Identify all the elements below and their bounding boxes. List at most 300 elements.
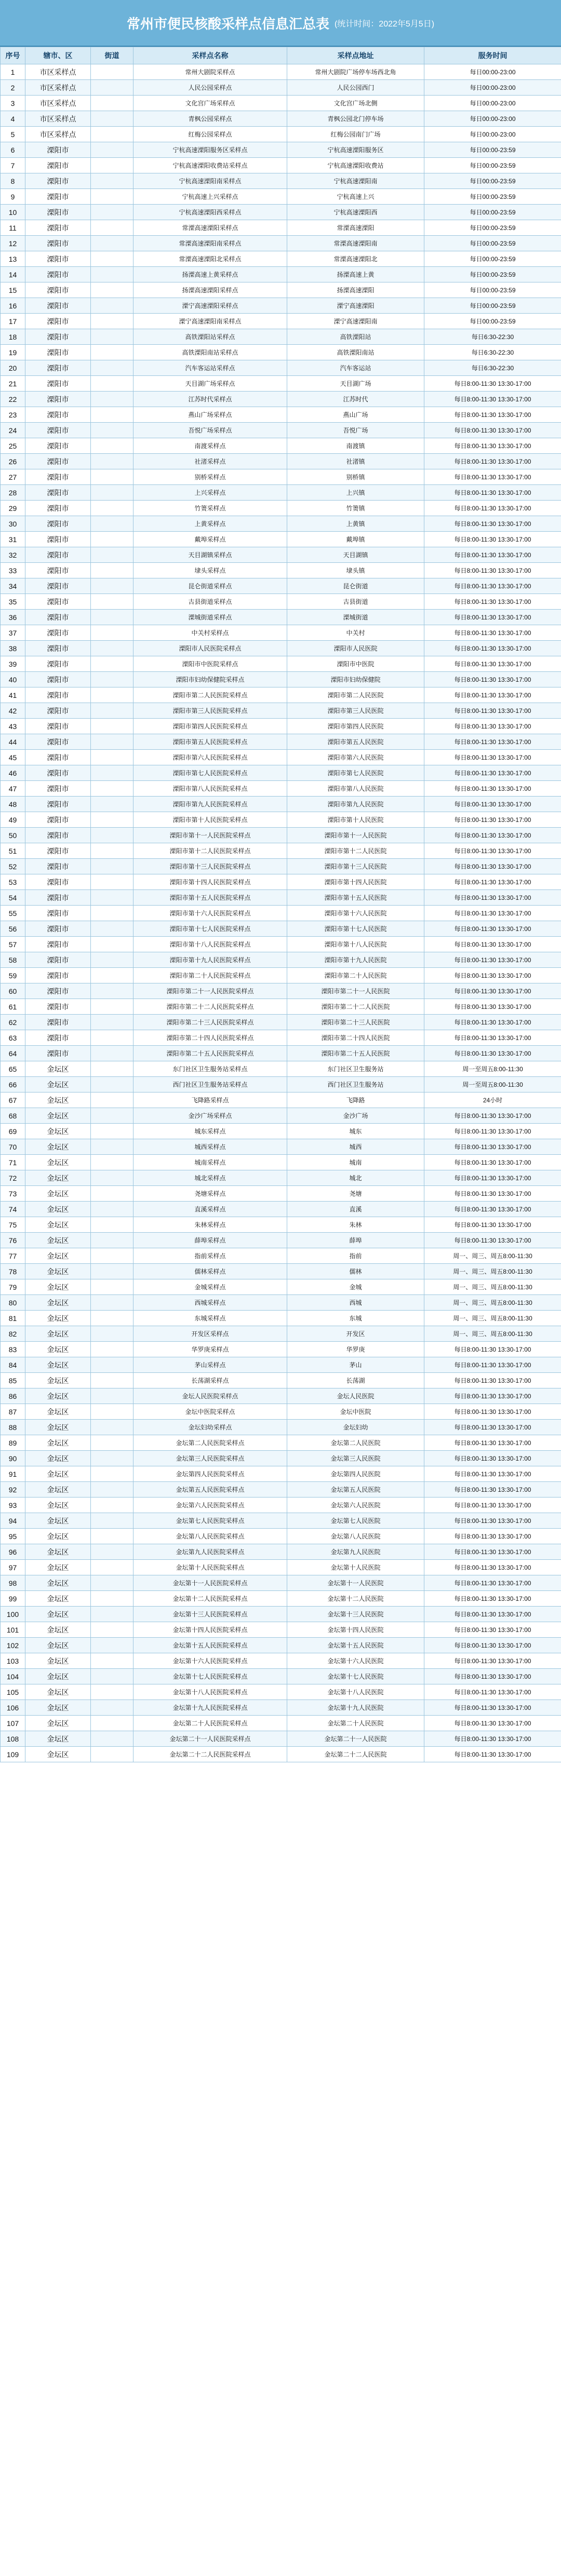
- cell-service-hours: 每日8:00-11:30 13:30-17:00: [424, 1482, 561, 1498]
- cell-site-address: 溧阳市第十二人民医院: [287, 843, 424, 859]
- cell-service-hours: 每日8:00-11:30 13:30-17:00: [424, 1466, 561, 1482]
- cell-service-hours: 每日8:00-11:30 13:30-17:00: [424, 1513, 561, 1529]
- cell-service-hours: 每日8:00-11:30 13:30-17:00: [424, 921, 561, 937]
- cell-site-address: 西城: [287, 1295, 424, 1311]
- cell-index: 38: [1, 641, 25, 656]
- cell-site-address: 金坛第六人民医院: [287, 1498, 424, 1513]
- column-header-district: 辖市、区: [25, 47, 91, 64]
- cell-service-hours: 每日8:00-11:30 13:30-17:00: [424, 625, 561, 641]
- cell-site-name: 溧阳市第二十人民医院采样点: [133, 968, 287, 983]
- table-row: [1, 859, 561, 874]
- cell-service-hours: 每日8:00-11:30 13:30-17:00: [424, 1700, 561, 1716]
- cell-service-hours: 周一、周三、周五8:00-11:30: [424, 1311, 561, 1326]
- cell-site-name: 宁杭高速溧阳南采样点: [133, 173, 287, 189]
- cell-street: [91, 158, 133, 173]
- cell-street: [91, 1669, 133, 1684]
- cell-district: 溧阳市: [25, 625, 91, 641]
- cell-site-name: 常溧高速溧阳采样点: [133, 220, 287, 236]
- cell-district: 溧阳市: [25, 438, 91, 454]
- cell-site-address: 长荡湖: [287, 1373, 424, 1388]
- cell-site-name: 指前采样点: [133, 1248, 287, 1264]
- cell-street: [91, 1373, 133, 1388]
- cell-street: [91, 454, 133, 469]
- table-row: [1, 1560, 561, 1575]
- cell-district: 溧阳市: [25, 360, 91, 376]
- table-row: [1, 765, 561, 781]
- cell-district: 金坛区: [25, 1388, 91, 1404]
- cell-site-name: 溧阳市第五人民医院采样点: [133, 734, 287, 750]
- table-row: [1, 485, 561, 501]
- cell-service-hours: 每日8:00-11:30 13:30-17:00: [424, 843, 561, 859]
- table-row: [1, 1731, 561, 1747]
- cell-site-address: 上黄镇: [287, 516, 424, 532]
- cell-street: [91, 173, 133, 189]
- cell-site-address: 城西: [287, 1139, 424, 1155]
- cell-site-name: 溧阳市第十六人民医院采样点: [133, 906, 287, 921]
- cell-service-hours: 每日8:00-11:30 13:30-17:00: [424, 1653, 561, 1669]
- cell-service-hours: 每日8:00-11:30 13:30-17:00: [424, 672, 561, 687]
- cell-site-address: 吾悦广场: [287, 423, 424, 438]
- cell-site-name: 金坛第二人民医院采样点: [133, 1435, 287, 1451]
- cell-index: 107: [1, 1716, 25, 1731]
- cell-street: [91, 376, 133, 392]
- table-row: [1, 703, 561, 719]
- table-row: [1, 1264, 561, 1279]
- cell-site-address: 溧阳市第十九人民医院: [287, 952, 424, 968]
- cell-site-address: 金坛第十三人民医院: [287, 1607, 424, 1622]
- table-header: [1, 47, 561, 64]
- cell-index: 100: [1, 1607, 25, 1622]
- cell-site-address: 埭头镇: [287, 563, 424, 578]
- cell-district: 溧阳市: [25, 750, 91, 765]
- cell-site-name: 溧阳市第二十三人民医院采样点: [133, 1015, 287, 1030]
- cell-street: [91, 80, 133, 96]
- cell-service-hours: 每日8:00-11:30 13:30-17:00: [424, 1186, 561, 1202]
- cell-service-hours: 每日8:00-11:30 13:30-17:00: [424, 563, 561, 578]
- cell-service-hours: 每日8:00-11:30 13:30-17:00: [424, 532, 561, 547]
- cell-site-address: 溧阳市妇幼保健院: [287, 672, 424, 687]
- cell-service-hours: 每日8:00-11:30 13:30-17:00: [424, 454, 561, 469]
- cell-site-name: 金坛第四人民医院采样点: [133, 1466, 287, 1482]
- cell-street: [91, 1435, 133, 1451]
- cell-service-hours: 每日8:00-11:30 13:30-17:00: [424, 485, 561, 501]
- table-row: [1, 719, 561, 734]
- cell-street: [91, 797, 133, 812]
- table-row: [1, 423, 561, 438]
- cell-service-hours: 每日8:00-11:30 13:30-17:00: [424, 937, 561, 952]
- cell-site-address: 常溧高速溧阳北: [287, 251, 424, 267]
- cell-district: 溧阳市: [25, 734, 91, 750]
- cell-site-name: 溧阳市第七人民医院采样点: [133, 765, 287, 781]
- cell-index: 17: [1, 314, 25, 329]
- cell-site-address: 宁杭高速上兴: [287, 189, 424, 205]
- cell-site-name: 金坛第五人民医院采样点: [133, 1482, 287, 1498]
- cell-site-name: 常溧高速溧阳北采样点: [133, 251, 287, 267]
- table-row: [1, 1513, 561, 1529]
- cell-index: 46: [1, 765, 25, 781]
- cell-district: 金坛区: [25, 1498, 91, 1513]
- cell-district: 溧阳市: [25, 423, 91, 438]
- cell-district: 金坛区: [25, 1591, 91, 1607]
- cell-service-hours: 每日8:00-11:30 13:30-17:00: [424, 641, 561, 656]
- cell-street: [91, 1202, 133, 1217]
- cell-service-hours: 每日8:00-11:30 13:30-17:00: [424, 765, 561, 781]
- cell-district: 市区采样点: [25, 80, 91, 96]
- cell-index: 76: [1, 1233, 25, 1248]
- cell-site-address: 金坛第十二人民医院: [287, 1591, 424, 1607]
- cell-site-address: 天目湖广场: [287, 376, 424, 392]
- cell-site-address: 指前: [287, 1248, 424, 1264]
- cell-site-name: 溧阳市第二十五人民医院采样点: [133, 1046, 287, 1061]
- cell-index: 65: [1, 1061, 25, 1077]
- cell-site-address: 金坛妇幼: [287, 1420, 424, 1435]
- cell-district: 金坛区: [25, 1544, 91, 1560]
- cell-service-hours: 每日8:00-11:30 13:30-17:00: [424, 1046, 561, 1061]
- cell-index: 104: [1, 1669, 25, 1684]
- cell-service-hours: 每日8:00-11:30 13:30-17:00: [424, 1217, 561, 1233]
- cell-site-address: 天目湖镇: [287, 547, 424, 563]
- cell-index: 7: [1, 158, 25, 173]
- cell-site-address: 溧阳市第四人民医院: [287, 719, 424, 734]
- cell-index: 47: [1, 781, 25, 797]
- cell-site-name: 南渡采样点: [133, 438, 287, 454]
- table-row: [1, 812, 561, 828]
- table-header-row: [1, 47, 561, 64]
- cell-site-name: 溧阳市第二十四人民医院采样点: [133, 1030, 287, 1046]
- cell-site-address: 溧阳市中医院: [287, 656, 424, 672]
- table-row: [1, 1716, 561, 1731]
- cell-site-address: 宁杭高速溧阳收费站: [287, 158, 424, 173]
- cell-index: 61: [1, 999, 25, 1015]
- cell-district: 溧阳市: [25, 205, 91, 220]
- cell-site-address: 金坛第十四人民医院: [287, 1622, 424, 1638]
- cell-index: 55: [1, 906, 25, 921]
- cell-index: 73: [1, 1186, 25, 1202]
- cell-site-address: 飞降路: [287, 1093, 424, 1108]
- cell-service-hours: 每日8:00-11:30 13:30-17:00: [424, 547, 561, 563]
- cell-street: [91, 1388, 133, 1404]
- cell-service-hours: 每日8:00-11:30 13:30-17:00: [424, 1684, 561, 1700]
- cell-index: 84: [1, 1357, 25, 1373]
- cell-service-hours: 每日8:00-11:30 13:30-17:00: [424, 1544, 561, 1560]
- cell-site-address: 溧阳市第十人民医院: [287, 812, 424, 828]
- cell-site-name: 金坛第九人民医院采样点: [133, 1544, 287, 1560]
- column-header-index: 序号: [1, 47, 25, 64]
- table-row: [1, 1529, 561, 1544]
- cell-district: 金坛区: [25, 1326, 91, 1342]
- table-row: [1, 376, 561, 392]
- cell-index: 83: [1, 1342, 25, 1357]
- cell-site-name: 东门社区卫生服务站采样点: [133, 1061, 287, 1077]
- cell-street: [91, 1716, 133, 1731]
- table-row: [1, 1326, 561, 1342]
- cell-service-hours: 每日8:00-11:30 13:30-17:00: [424, 1731, 561, 1747]
- cell-site-address: 汽车客运站: [287, 360, 424, 376]
- cell-service-hours: 每日8:00-11:30 13:30-17:00: [424, 610, 561, 625]
- cell-service-hours: 每日00:00-23:59: [424, 189, 561, 205]
- cell-site-address: 儒林: [287, 1264, 424, 1279]
- cell-service-hours: 每日00:00-23:00: [424, 64, 561, 80]
- cell-street: [91, 1575, 133, 1591]
- table-row: [1, 999, 561, 1015]
- cell-site-address: 溧阳市第八人民医院: [287, 781, 424, 797]
- cell-site-name: 金城采样点: [133, 1279, 287, 1295]
- cell-site-name: 金坛第十五人民医院采样点: [133, 1638, 287, 1653]
- cell-site-name: 宁杭高速上兴采样点: [133, 189, 287, 205]
- cell-street: [91, 937, 133, 952]
- table-row: [1, 1607, 561, 1622]
- cell-service-hours: 每日8:00-11:30 13:30-17:00: [424, 719, 561, 734]
- cell-site-name: 金坛第十一人民医院采样点: [133, 1575, 287, 1591]
- cell-street: [91, 703, 133, 719]
- cell-street: [91, 1731, 133, 1747]
- cell-site-name: 扬溧高速上黄采样点: [133, 267, 287, 282]
- table-row: [1, 64, 561, 80]
- cell-site-name: 金坛第二十人民医院采样点: [133, 1716, 287, 1731]
- cell-index: 41: [1, 687, 25, 703]
- table-row: [1, 1311, 561, 1326]
- cell-service-hours: 每日8:00-11:30 13:30-17:00: [424, 1139, 561, 1155]
- cell-site-name: 金坛第六人民医院采样点: [133, 1498, 287, 1513]
- table-row: [1, 594, 561, 610]
- cell-index: 13: [1, 251, 25, 267]
- cell-street: [91, 1155, 133, 1170]
- cell-district: 金坛区: [25, 1451, 91, 1466]
- cell-street: [91, 1326, 133, 1342]
- table-row: [1, 532, 561, 547]
- table-row: [1, 1747, 561, 1762]
- cell-district: 金坛区: [25, 1077, 91, 1093]
- table-row: [1, 563, 561, 578]
- table-row: [1, 454, 561, 469]
- cell-district: 金坛区: [25, 1342, 91, 1357]
- table-row: [1, 516, 561, 532]
- cell-site-name: 华罗庚采样点: [133, 1342, 287, 1357]
- table-row: [1, 906, 561, 921]
- cell-service-hours: 每日8:00-11:30 13:30-17:00: [424, 1233, 561, 1248]
- table-row: [1, 1591, 561, 1607]
- cell-service-hours: 每日8:00-11:30 13:30-17:00: [424, 1607, 561, 1622]
- cell-site-address: 昆仑街道: [287, 578, 424, 594]
- cell-district: 溧阳市: [25, 532, 91, 547]
- cell-service-hours: 每日8:00-11:30 13:30-17:00: [424, 423, 561, 438]
- cell-site-name: 宁杭高速溧阳收费站采样点: [133, 158, 287, 173]
- cell-street: [91, 236, 133, 251]
- table-row: [1, 345, 561, 360]
- table-row: [1, 1046, 561, 1061]
- cell-site-name: 溧阳市人民医院采样点: [133, 641, 287, 656]
- cell-site-name: 金坛第十七人民医院采样点: [133, 1669, 287, 1684]
- cell-site-address: 扬溧高速溧阳: [287, 282, 424, 298]
- cell-street: [91, 1482, 133, 1498]
- cell-service-hours: 每日8:00-11:30 13:30-17:00: [424, 1451, 561, 1466]
- cell-site-name: 溧宁高速溧阳采样点: [133, 298, 287, 314]
- table-row: [1, 1202, 561, 1217]
- cell-district: 溧阳市: [25, 797, 91, 812]
- table-row: [1, 1124, 561, 1139]
- cell-site-name: 金沙广场采样点: [133, 1108, 287, 1124]
- cell-index: 67: [1, 1093, 25, 1108]
- cell-site-address: 扬溧高速上黄: [287, 267, 424, 282]
- cell-district: 溧阳市: [25, 267, 91, 282]
- cell-district: 金坛区: [25, 1170, 91, 1186]
- cell-site-name: 宁杭高速溧阳服务区采样点: [133, 142, 287, 158]
- cell-district: 溧阳市: [25, 376, 91, 392]
- table-row: [1, 80, 561, 96]
- cell-site-address: 宁杭高速溧阳服务区: [287, 142, 424, 158]
- table-row: [1, 407, 561, 423]
- table-row: [1, 282, 561, 298]
- cell-site-address: 竹箦镇: [287, 501, 424, 516]
- table-row: [1, 220, 561, 236]
- cell-site-address: 金坛第二十人民医院: [287, 1716, 424, 1731]
- cell-street: [91, 345, 133, 360]
- cell-site-name: 金坛第十六人民医院采样点: [133, 1653, 287, 1669]
- cell-index: 30: [1, 516, 25, 532]
- cell-site-address: 溧阳市第十五人民医院: [287, 890, 424, 906]
- cell-service-hours: 每日00:00-23:00: [424, 96, 561, 111]
- cell-district: 金坛区: [25, 1093, 91, 1108]
- cell-site-name: 尧塘采样点: [133, 1186, 287, 1202]
- table-row: [1, 501, 561, 516]
- cell-street: [91, 983, 133, 999]
- cell-district: 溧阳市: [25, 407, 91, 423]
- table-row: [1, 1357, 561, 1373]
- cell-site-address: 茅山: [287, 1357, 424, 1373]
- table-row: [1, 251, 561, 267]
- cell-street: [91, 1544, 133, 1560]
- cell-district: 金坛区: [25, 1575, 91, 1591]
- cell-district: 金坛区: [25, 1279, 91, 1295]
- table-row: [1, 734, 561, 750]
- cell-service-hours: 每日8:00-11:30 13:30-17:00: [424, 1357, 561, 1373]
- cell-street: [91, 828, 133, 843]
- cell-street: [91, 1248, 133, 1264]
- column-header-street: 街道: [91, 47, 133, 64]
- cell-index: 68: [1, 1108, 25, 1124]
- cell-site-address: 溧阳市第二十四人民医院: [287, 1030, 424, 1046]
- table-row: [1, 329, 561, 345]
- cell-district: 金坛区: [25, 1139, 91, 1155]
- cell-street: [91, 1295, 133, 1311]
- cell-district: 溧阳市: [25, 1030, 91, 1046]
- cell-index: 31: [1, 532, 25, 547]
- table-row: [1, 189, 561, 205]
- cell-service-hours: 每日8:00-11:30 13:30-17:00: [424, 1108, 561, 1124]
- cell-site-name: 溧阳市中医院采样点: [133, 656, 287, 672]
- cell-index: 48: [1, 797, 25, 812]
- cell-site-address: 溧阳市第二十五人民医院: [287, 1046, 424, 1061]
- cell-site-name: 溧阳市第十人民医院采样点: [133, 812, 287, 828]
- column-header-service-hours: 服务时间: [424, 47, 561, 64]
- cell-index: 29: [1, 501, 25, 516]
- cell-site-name: 溧阳市第十四人民医院采样点: [133, 874, 287, 890]
- table-row: [1, 438, 561, 454]
- cell-index: 50: [1, 828, 25, 843]
- cell-district: 金坛区: [25, 1466, 91, 1482]
- cell-index: 108: [1, 1731, 25, 1747]
- cell-site-name: 竹箦采样点: [133, 501, 287, 516]
- cell-index: 34: [1, 578, 25, 594]
- cell-service-hours: 每日8:00-11:30 13:30-17:00: [424, 859, 561, 874]
- cell-service-hours: 24小时: [424, 1093, 561, 1108]
- cell-index: 69: [1, 1124, 25, 1139]
- cell-index: 90: [1, 1451, 25, 1466]
- cell-site-address: 宁杭高速溧阳西: [287, 205, 424, 220]
- cell-street: [91, 96, 133, 111]
- cell-site-address: 金坛人民医院: [287, 1388, 424, 1404]
- cell-index: 37: [1, 625, 25, 641]
- cell-site-address: 金坛第九人民医院: [287, 1544, 424, 1560]
- cell-street: [91, 1093, 133, 1108]
- table-row: [1, 1466, 561, 1482]
- cell-site-name: 金坛第十人民医院采样点: [133, 1560, 287, 1575]
- cell-site-name: 燕山广场采样点: [133, 407, 287, 423]
- cell-service-hours: 周一、周三、周五8:00-11:30: [424, 1264, 561, 1279]
- cell-district: 市区采样点: [25, 127, 91, 142]
- cell-service-hours: 每日8:00-11:30 13:30-17:00: [424, 1498, 561, 1513]
- page-title: 常州市便民核酸采样点信息汇总表: [126, 16, 329, 32]
- table-row: [1, 1622, 561, 1638]
- cell-district: 溧阳市: [25, 345, 91, 360]
- cell-service-hours: 每日00:00-23:59: [424, 173, 561, 189]
- cell-district: 溧阳市: [25, 828, 91, 843]
- cell-site-address: 江苏时代: [287, 392, 424, 407]
- table-row: [1, 874, 561, 890]
- table-row: [1, 921, 561, 937]
- table-row: [1, 392, 561, 407]
- cell-index: 64: [1, 1046, 25, 1061]
- cell-district: 溧阳市: [25, 236, 91, 251]
- cell-street: [91, 547, 133, 563]
- cell-site-name: 埭头采样点: [133, 563, 287, 578]
- cell-street: [91, 890, 133, 906]
- cell-district: 溧阳市: [25, 454, 91, 469]
- cell-site-address: 金坛第十一人民医院: [287, 1575, 424, 1591]
- cell-site-address: 常溧高速溧阳南: [287, 236, 424, 251]
- cell-site-address: 溧阳市第二人民医院: [287, 687, 424, 703]
- cell-street: [91, 1279, 133, 1295]
- cell-index: 62: [1, 1015, 25, 1030]
- cell-index: 24: [1, 423, 25, 438]
- cell-service-hours: 每日8:00-11:30 13:30-17:00: [424, 1388, 561, 1404]
- cell-service-hours: 每日8:00-11:30 13:30-17:00: [424, 952, 561, 968]
- table-row: [1, 142, 561, 158]
- cell-service-hours: 每日8:00-11:30 13:30-17:00: [424, 750, 561, 765]
- cell-site-name: 城南采样点: [133, 1155, 287, 1170]
- cell-index: 60: [1, 983, 25, 999]
- cell-index: 45: [1, 750, 25, 765]
- cell-street: [91, 1139, 133, 1155]
- cell-street: [91, 329, 133, 345]
- cell-service-hours: 每日00:00-23:59: [424, 314, 561, 329]
- cell-site-name: 扬溧高速溧阳采样点: [133, 282, 287, 298]
- cell-site-address: 溧阳市第二十人民医院: [287, 968, 424, 983]
- cell-site-address: 上兴镇: [287, 485, 424, 501]
- table-row: [1, 781, 561, 797]
- table-row: [1, 469, 561, 485]
- cell-site-name: 城西采样点: [133, 1139, 287, 1155]
- cell-site-name: 天目湖镇采样点: [133, 547, 287, 563]
- table-row: [1, 1217, 561, 1233]
- cell-district: 金坛区: [25, 1202, 91, 1217]
- cell-site-address: 金坛第四人民医院: [287, 1466, 424, 1482]
- cell-site-address: 直溪: [287, 1202, 424, 1217]
- cell-site-name: 汽车客运站采样点: [133, 360, 287, 376]
- cell-service-hours: 每日8:00-11:30 13:30-17:00: [424, 1716, 561, 1731]
- cell-index: 53: [1, 874, 25, 890]
- cell-district: 溧阳市: [25, 921, 91, 937]
